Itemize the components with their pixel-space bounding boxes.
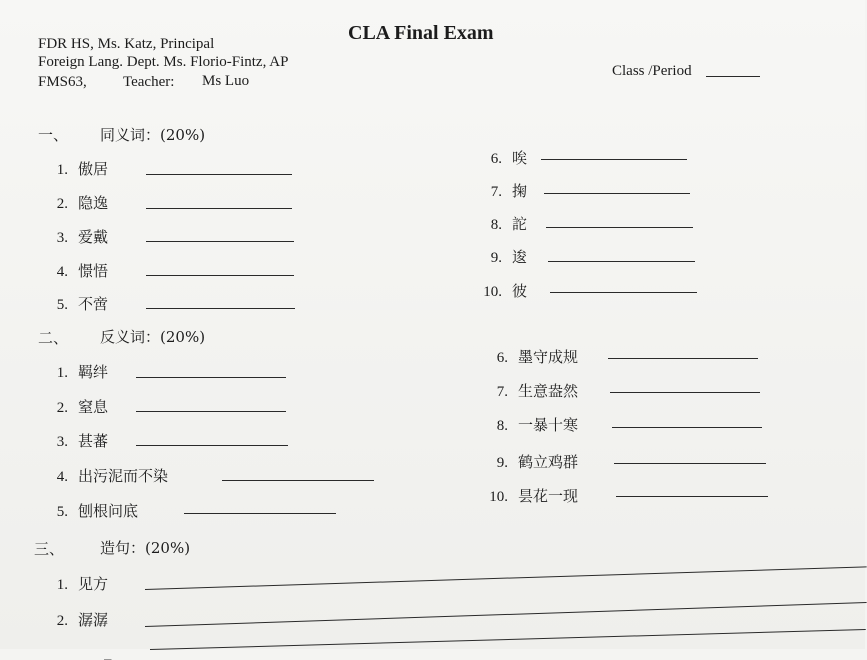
class-period-blank[interactable] bbox=[706, 76, 760, 77]
section-2-title: 反义词：(20%) bbox=[100, 328, 206, 346]
answer-blank[interactable] bbox=[146, 275, 294, 276]
answer-blank[interactable] bbox=[136, 411, 286, 412]
list-item: 7. 掬 bbox=[490, 182, 528, 200]
list-item: 10. 彼 bbox=[483, 282, 528, 300]
sentence-line[interactable] bbox=[145, 566, 867, 590]
section-1-title: 同义词：(20%) bbox=[100, 126, 206, 144]
list-item: 2. 窒息 bbox=[56, 398, 109, 416]
answer-blank[interactable] bbox=[546, 227, 693, 228]
answer-blank[interactable] bbox=[548, 261, 695, 262]
list-item: 2. 隐逸 bbox=[56, 194, 109, 212]
list-item: 2. 潺潺 bbox=[56, 611, 109, 629]
answer-blank[interactable] bbox=[136, 377, 286, 378]
section-3-title: 造句：(20%) bbox=[100, 539, 191, 557]
list-item: 1. 傲居 bbox=[56, 160, 109, 178]
answer-blank[interactable] bbox=[136, 445, 288, 446]
class-period-label: Class /Period bbox=[612, 63, 692, 79]
answer-blank[interactable] bbox=[146, 308, 295, 309]
answer-blank[interactable] bbox=[146, 241, 294, 242]
list-item: 5. 刨根问底 bbox=[56, 502, 139, 520]
list-item: 1. 见方 bbox=[56, 575, 109, 593]
answer-blank[interactable] bbox=[612, 427, 762, 428]
list-item: 5. 不啻 bbox=[56, 295, 109, 313]
answer-blank[interactable] bbox=[541, 159, 687, 160]
list-item: 4. 出污泥而不染 bbox=[56, 467, 169, 485]
dept-line: Foreign Lang. Dept. Ms. Florio-Fintz, AP bbox=[38, 54, 289, 70]
answer-blank[interactable] bbox=[544, 193, 690, 194]
sentence-line[interactable] bbox=[145, 602, 867, 627]
answer-blank[interactable] bbox=[184, 513, 336, 514]
list-item: 8. 詑 bbox=[490, 215, 528, 233]
school-line: FDR HS, Ms. Katz, Principal bbox=[38, 36, 215, 52]
list-item: 6. 唉 bbox=[490, 149, 528, 167]
list-item: 9. 逡 bbox=[490, 248, 528, 266]
section-1-marker: 一、 bbox=[38, 126, 69, 144]
answer-blank[interactable] bbox=[614, 463, 766, 464]
list-item: 7. 生意盎然 bbox=[496, 382, 579, 400]
section-2-marker: 二、 bbox=[38, 329, 69, 347]
answer-blank[interactable] bbox=[146, 208, 292, 209]
answer-blank[interactable] bbox=[610, 392, 760, 393]
list-item: 4. 憬悟 bbox=[56, 262, 109, 280]
page-title: CLA Final Exam bbox=[348, 22, 494, 44]
list-item: 3. 爱戴 bbox=[56, 228, 109, 246]
course-code: FMS63, bbox=[38, 74, 87, 90]
list-item: 3. 甚蕃 bbox=[56, 432, 109, 450]
sentence-line[interactable] bbox=[150, 629, 866, 650]
answer-blank[interactable] bbox=[146, 174, 292, 175]
teacher-name: Ms Luo bbox=[202, 73, 250, 89]
answer-blank[interactable] bbox=[222, 480, 374, 481]
answer-blank[interactable] bbox=[608, 358, 758, 359]
section-3-marker: 三、 bbox=[34, 540, 65, 558]
answer-blank[interactable] bbox=[550, 292, 697, 293]
cut-off-item: _ bbox=[104, 642, 112, 660]
list-item: 1. 羁绊 bbox=[56, 363, 109, 381]
list-item: 9. 鹤立鸡群 bbox=[496, 453, 579, 471]
teacher-label: Teacher: bbox=[123, 74, 175, 90]
list-item: 6. 墨守成规 bbox=[496, 348, 579, 366]
answer-blank[interactable] bbox=[616, 496, 768, 497]
list-item: 10. 昙花一现 bbox=[489, 487, 579, 505]
list-item: 8. 一暴十寒 bbox=[496, 416, 579, 434]
